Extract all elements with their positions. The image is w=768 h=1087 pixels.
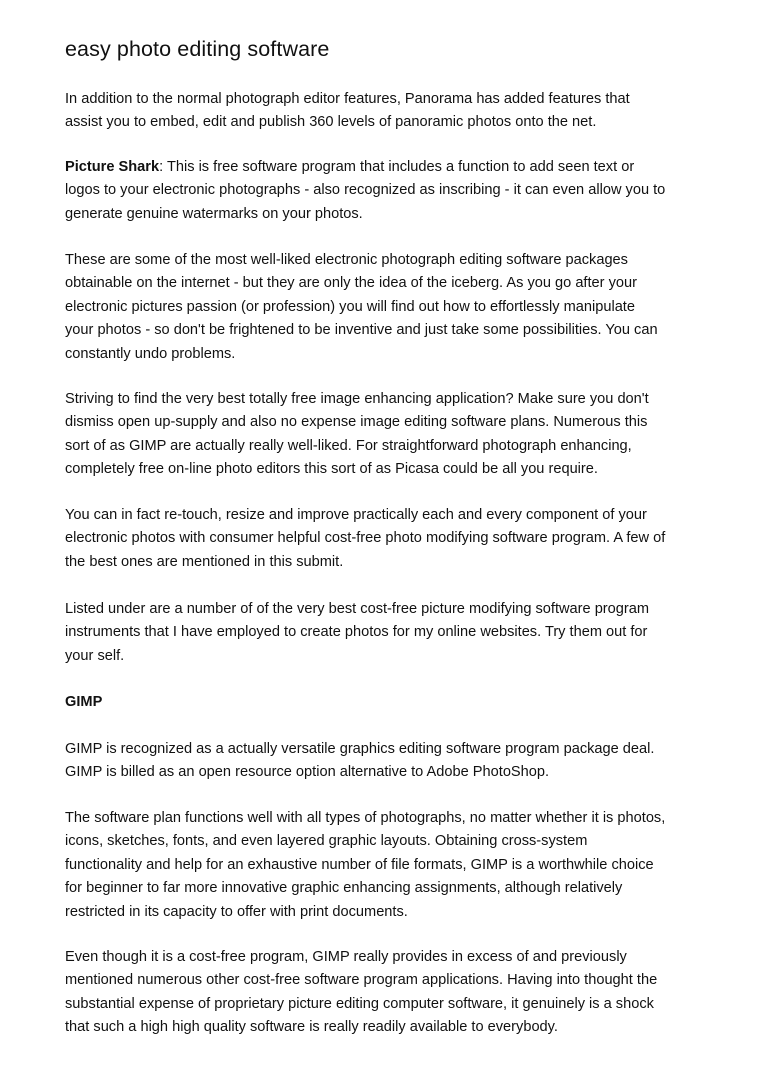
paragraph-gimp-formats: The software plan functions well with all types of photographs, no matter whether it is photos, icons, sketches, fonts, and even layered graphic layouts. Obtaining cross-system functionality and help for an exhaustive number of file formats, GIMP is a worthwhile choice for beginner to far more innovative graphic enhancing assignments, although relatively restricted in its capacity to offer with print documents. [65, 810, 666, 920]
paragraph-striving: Striving to find the very best totally free image enhancing application? Make sure you don't dismiss open up-supply and also no expense image editing software plans. Numerous this sort of as GIMP are actually really well-liked. For straightforward photograph enhancing, completely free on-line photo editors this sort of as Picasa could be all you require. [65, 391, 649, 478]
document-page [65, 36, 725, 1036]
paragraph-gimp-intro: GIMP is recognized as a actually versatile graphics editing software program package deal. GIMP is billed as an open resource option alternative to Adobe PhotoShop. [65, 741, 655, 781]
picture-shark-text: : This is free software program that includes a function to add seen text or logos to your electronic photographs - also recognized as inscribing - it can even allow you to generate genuine watermarks on your photos. [65, 159, 666, 222]
paragraph-retouch: You can in fact re-touch, resize and improve practically each and every component of your electronic photos with consumer helpful cost-free photo modifying software program. A few of the best ones are mentioned in this submit. [65, 507, 666, 570]
document-title: easy photo editing software [65, 37, 330, 61]
paragraph-gimp-cost: Even though it is a cost-free program, GIMP really provides in excess of and previously mentioned numerous other cost-free software program applications. Having into thought the substantial expense of proprietary picture editing computer software, it genuinely is a shock that such a high high quality software is really readily available to everybody. [65, 949, 658, 1036]
paragraph-picture-shark [65, 156, 665, 226]
picture-shark-name: Picture Shark [65, 159, 160, 175]
paragraph-listed: Listed under are a number of of the very best cost-free picture modifying software program instruments that I have employed to create photos for my online websites. Try them out for your self. [65, 601, 650, 664]
gimp-heading: GIMP [65, 694, 103, 710]
paragraph-intro: In addition to the normal photograph editor features, Panorama has added features that assist you to embed, edit and publish 360 levels of panoramic photos onto the net. [65, 91, 630, 131]
paragraph-software-packages: These are some of the most well-liked electronic photograph editing software packages obtainable on the internet - but they are only the idea of the iceberg. As you go after your electronic pictures passion (or profession) you will find out how to effortlessly manipulate your photos - so don't be frightened to be inventive and just take some possibilities. You can constantly undo problems. [65, 252, 658, 362]
